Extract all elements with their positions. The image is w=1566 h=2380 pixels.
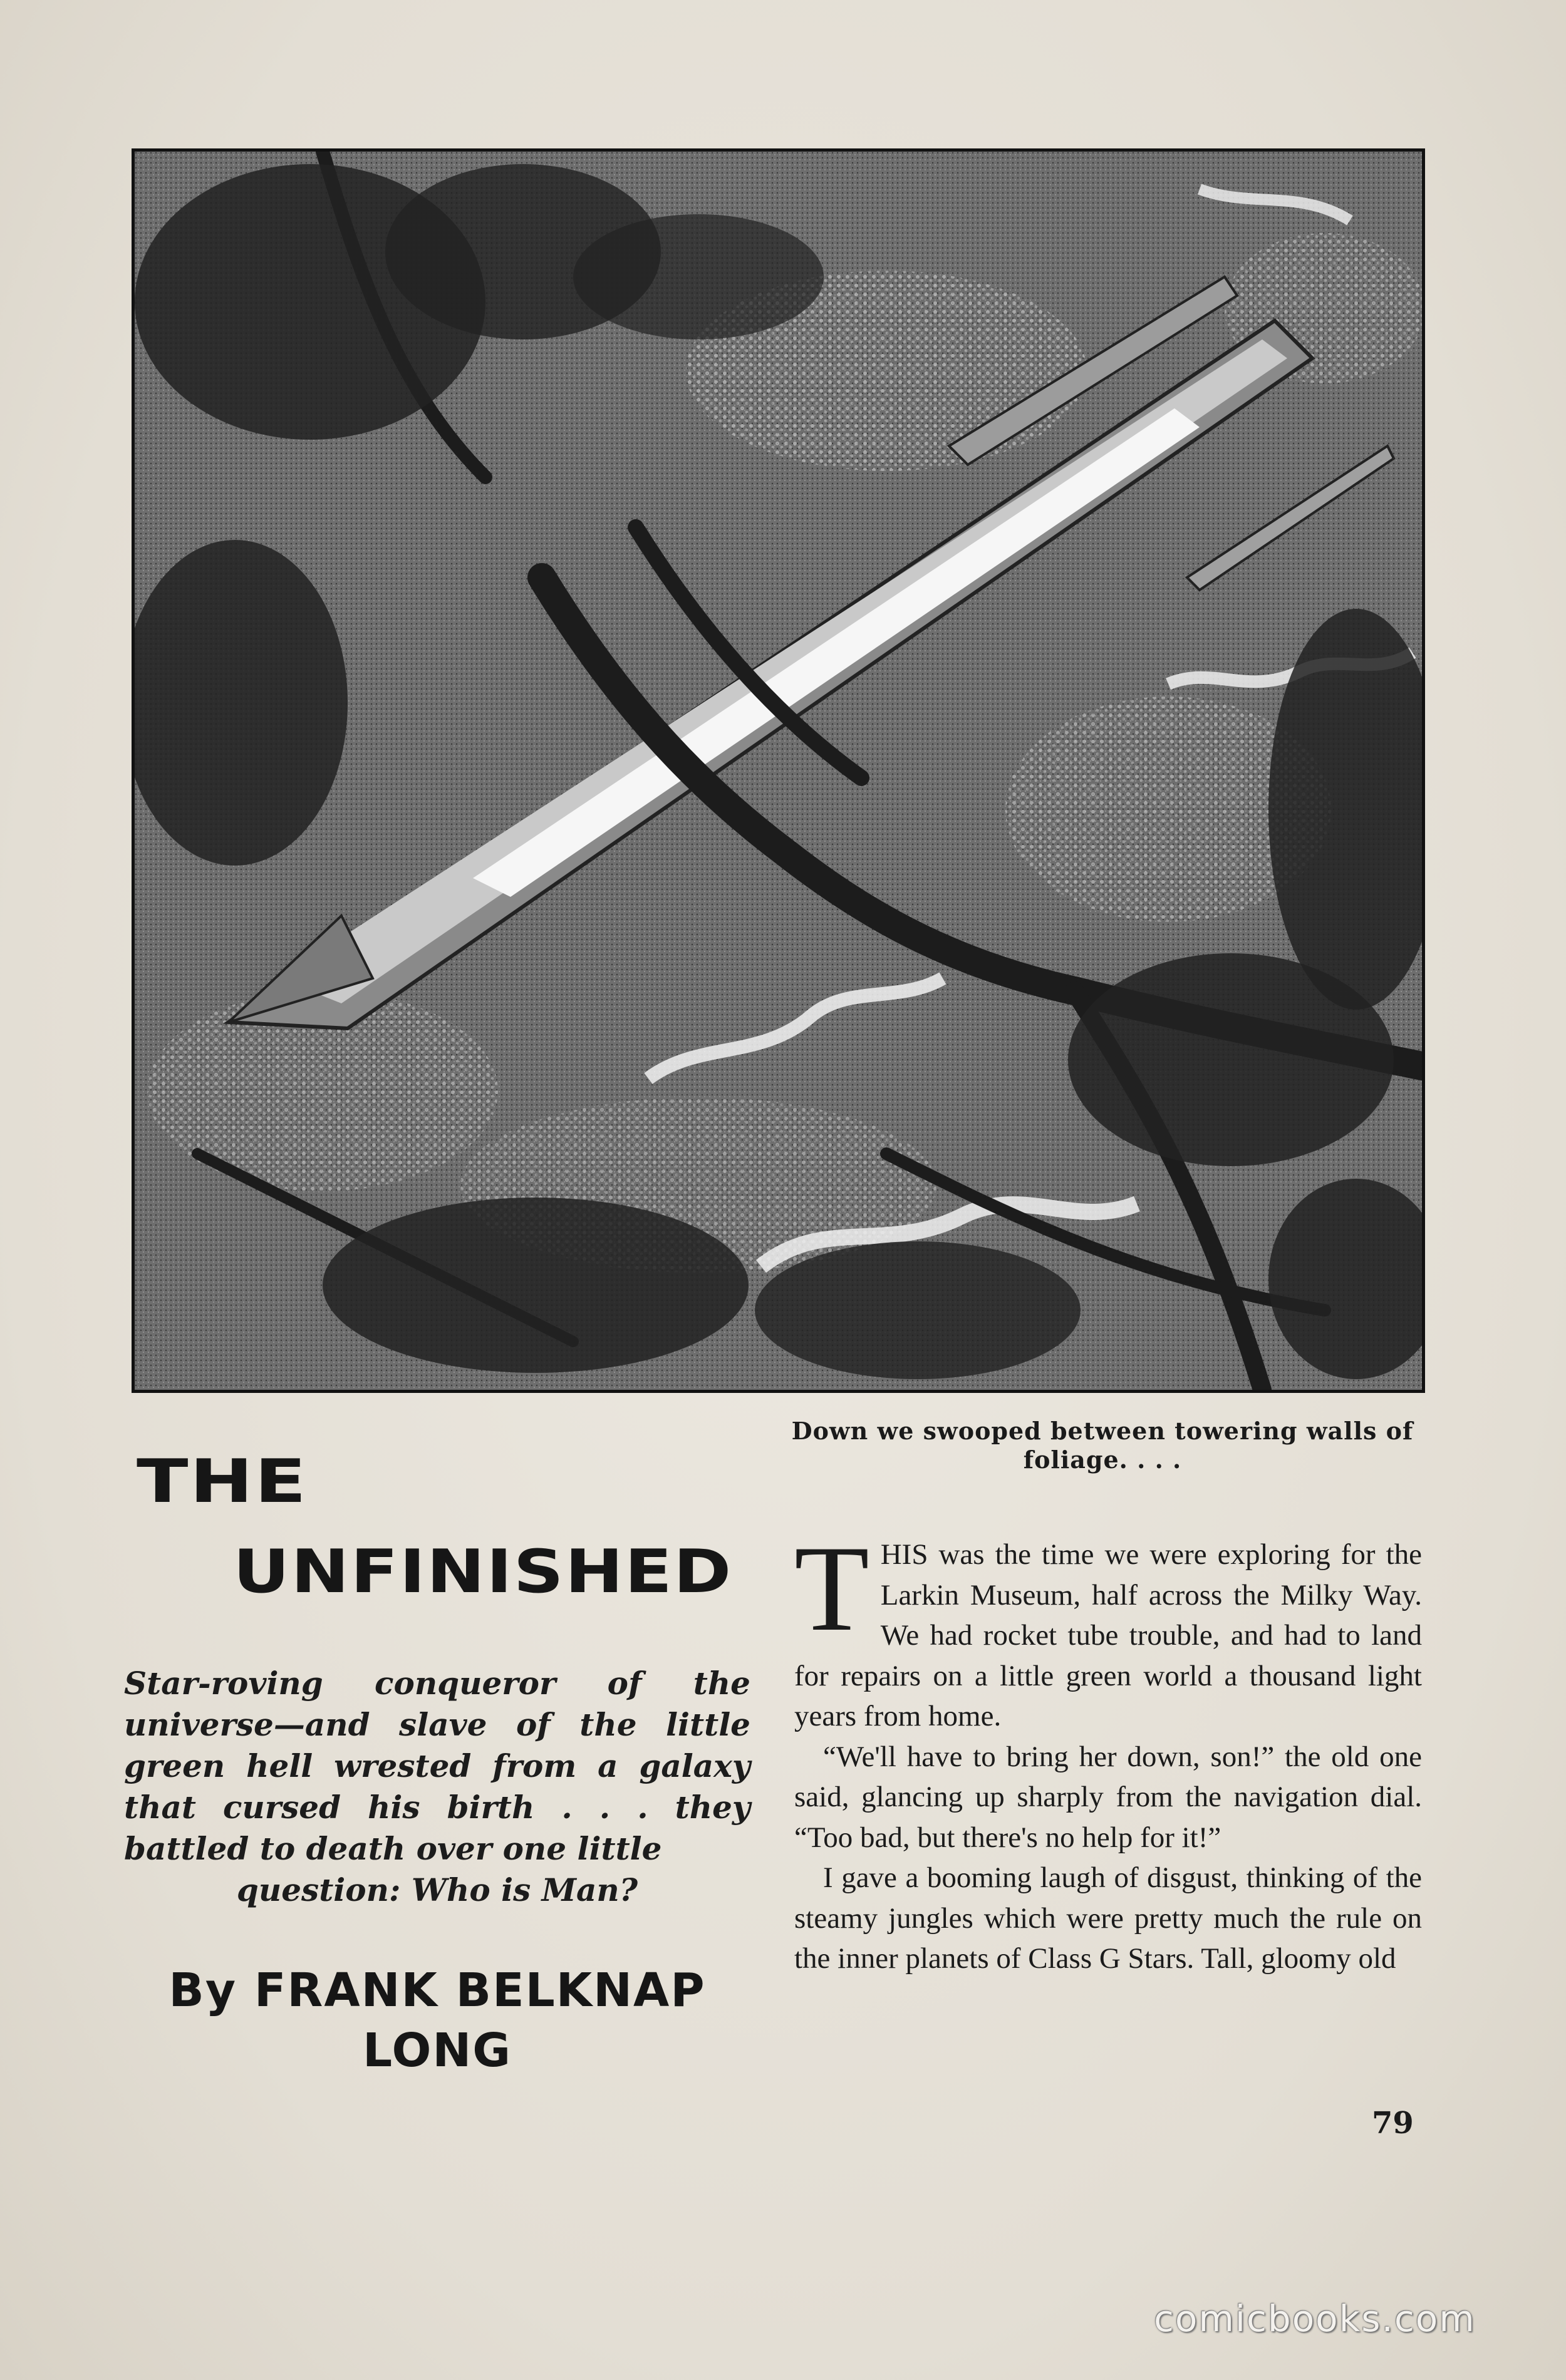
byline-line2: LONG xyxy=(362,2024,512,2077)
story-title-line1: THE xyxy=(137,1447,308,1516)
paragraph-3: I gave a booming laugh of disgust, thinking of the steamy jungles which were pretty much the rule on the inner planets of Class G Stars. Tall, gloomy old xyxy=(794,1861,1422,1975)
paragraph-1 xyxy=(794,1521,1422,1737)
story-blurb xyxy=(124,1663,750,1911)
story-blurb-text: Star-roving conqueror of the universe—and slave of the little green hell wrested from a galaxy that cursed his birth . . . they battled to death over one little xyxy=(124,1665,750,1867)
author-byline xyxy=(124,1960,750,2081)
story-title-line2: UNFINISHED xyxy=(233,1537,733,1606)
rocket-illustration xyxy=(135,152,1422,1390)
drop-cap: T xyxy=(794,1521,869,1657)
byline-line1: By FRANK BELKNAP xyxy=(169,1963,706,2017)
illustration-caption: Down we swooped between towering walls of foliage. . . . xyxy=(791,1417,1414,1474)
paragraph-1-text: HIS was the time we were exploring for the Larkin Museum, half across the Milky Way. We had rocket tube trouble, and had to land for repairs on a little green world a thousand light years from home. xyxy=(794,1538,1422,1732)
site-watermark: comicbooks.com xyxy=(1154,2297,1476,2340)
page-number: 79 xyxy=(1372,2106,1414,2141)
story-blurb-last-line: question: Who is Man? xyxy=(236,1871,638,1908)
story-body xyxy=(794,1521,1422,1979)
paragraph-2: “We'll have to bring her down, son!” the old one said, glancing up sharply from the navigation dial. “Too bad, but there's no help for it!” xyxy=(794,1740,1422,1854)
story-illustration xyxy=(132,148,1425,1393)
